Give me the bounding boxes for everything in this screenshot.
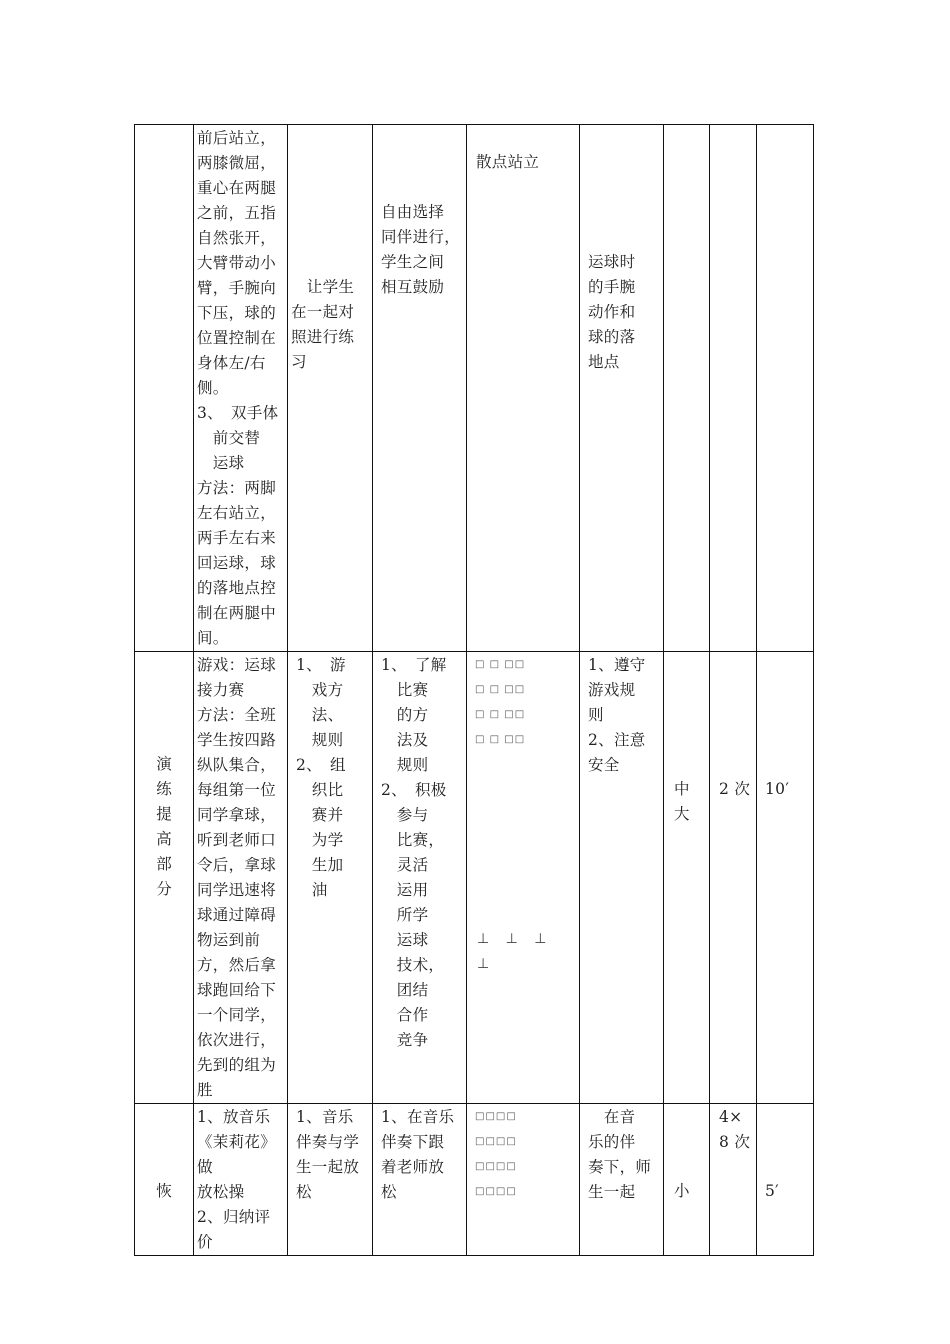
table-row [135, 125, 814, 652]
section-label: 演 练 提 高 部 分 [156, 755, 172, 898]
student-activity-text: 1、在音乐 伴奏下跟 着老师放 松 [381, 1108, 455, 1201]
table-row [135, 652, 814, 1104]
times-text: 2 次 [719, 780, 751, 798]
section-label: 恢 [156, 1182, 172, 1200]
notes-text: 运球时 的手腕 动作和 球的落 地点 [588, 253, 636, 371]
notes-cell [580, 652, 664, 1104]
notes-text: 在音 乐的伴 奏下，师 生一起 [588, 1108, 652, 1201]
student-activity-text: 自由选择 同伴进行， 学生之间 相互鼓励 [381, 203, 461, 296]
formation-diagram-markers: ⊥ ⊥ ⊥ ⊥ [477, 931, 553, 972]
intensity-cell [664, 652, 710, 1104]
intensity-cell [664, 1104, 710, 1256]
formation-diagram-dots: □ □ □□ □ □ □□ □ □ □□ □ □ □□ [475, 659, 526, 745]
content-text: 前后站立， 两膝微屈， 重心在两腿 之前，五指 自然张开， 大臂带动小 臂，手腕向 下压，球的 位置控制在 身体左/右 侧。 3、 双手体 前交替 运球 方法：两脚 左右站立， 两手左右来 回运球，球 的落地点控 制在两腿中 间。 [197, 129, 279, 647]
teacher-activity-text: 1、音乐 伴奏与学 生一起放 松 [296, 1108, 360, 1201]
lesson-plan-table [134, 124, 814, 1256]
teacher-activity-text: 1、 游 戏方 法、 规则 2、 组 织比 赛并 为学 生加 油 [296, 656, 346, 899]
teacher-activity-cell [288, 652, 373, 1104]
section-cell [135, 125, 194, 652]
times-cell [710, 1104, 757, 1256]
intensity-text: 中 大 [674, 780, 690, 823]
section-cell [135, 1104, 194, 1256]
duration-text: 5′ [765, 1182, 779, 1200]
teacher-activity-cell [288, 125, 373, 652]
student-activity-cell [373, 652, 467, 1104]
notes-cell [580, 1104, 664, 1256]
times-cell [710, 652, 757, 1104]
content-text: 游戏：运球 接力赛 方法：全班 学生按四路 纵队集合， 每组第一位 同学拿球， 听到老师口 令后，拿球 同学迅速将 球通过障碍 物运到前 方，然后拿 球跑回给下 一个同学， 依次进行， 先到的组为 胜 [197, 656, 277, 1099]
formation-cell [467, 125, 580, 652]
teacher-activity-text: 让学生 在一起对 照进行练 习 [291, 278, 355, 371]
duration-cell [757, 1104, 814, 1256]
student-activity-text: 1、 了解 比赛 的方 法及 规则 2、 积极 参与 比赛， 灵活 运用 所学 运球 技术， 团结 合作 竞争 [381, 656, 447, 1049]
formation-cell [467, 652, 580, 1104]
duration-cell [757, 652, 814, 1104]
formation-diagram-dots: □□□□ □□□□ □□□□ □□□□ [475, 1111, 517, 1197]
content-cell [194, 1104, 288, 1256]
section-cell [135, 652, 194, 1104]
content-cell [194, 652, 288, 1104]
notes-text: 1、遵守 游戏规 则 2、注意 安全 [588, 656, 646, 774]
content-text: 1、放音乐 《茉莉花》做 放松操 2、归纳评价 [197, 1108, 277, 1251]
times-cell [710, 125, 757, 652]
teacher-activity-cell [288, 1104, 373, 1256]
formation-cell [467, 1104, 580, 1256]
content-cell [194, 125, 288, 652]
duration-text: 10′ [765, 780, 790, 798]
notes-cell [580, 125, 664, 652]
intensity-text: 小 [674, 1182, 690, 1200]
student-activity-cell [373, 125, 467, 652]
intensity-cell [664, 125, 710, 652]
table-row [135, 1104, 814, 1256]
times-text: 4× 8 次 [719, 1108, 751, 1151]
student-activity-cell [373, 1104, 467, 1256]
duration-cell [757, 125, 814, 652]
formation-text: 散点站立 [476, 153, 540, 171]
